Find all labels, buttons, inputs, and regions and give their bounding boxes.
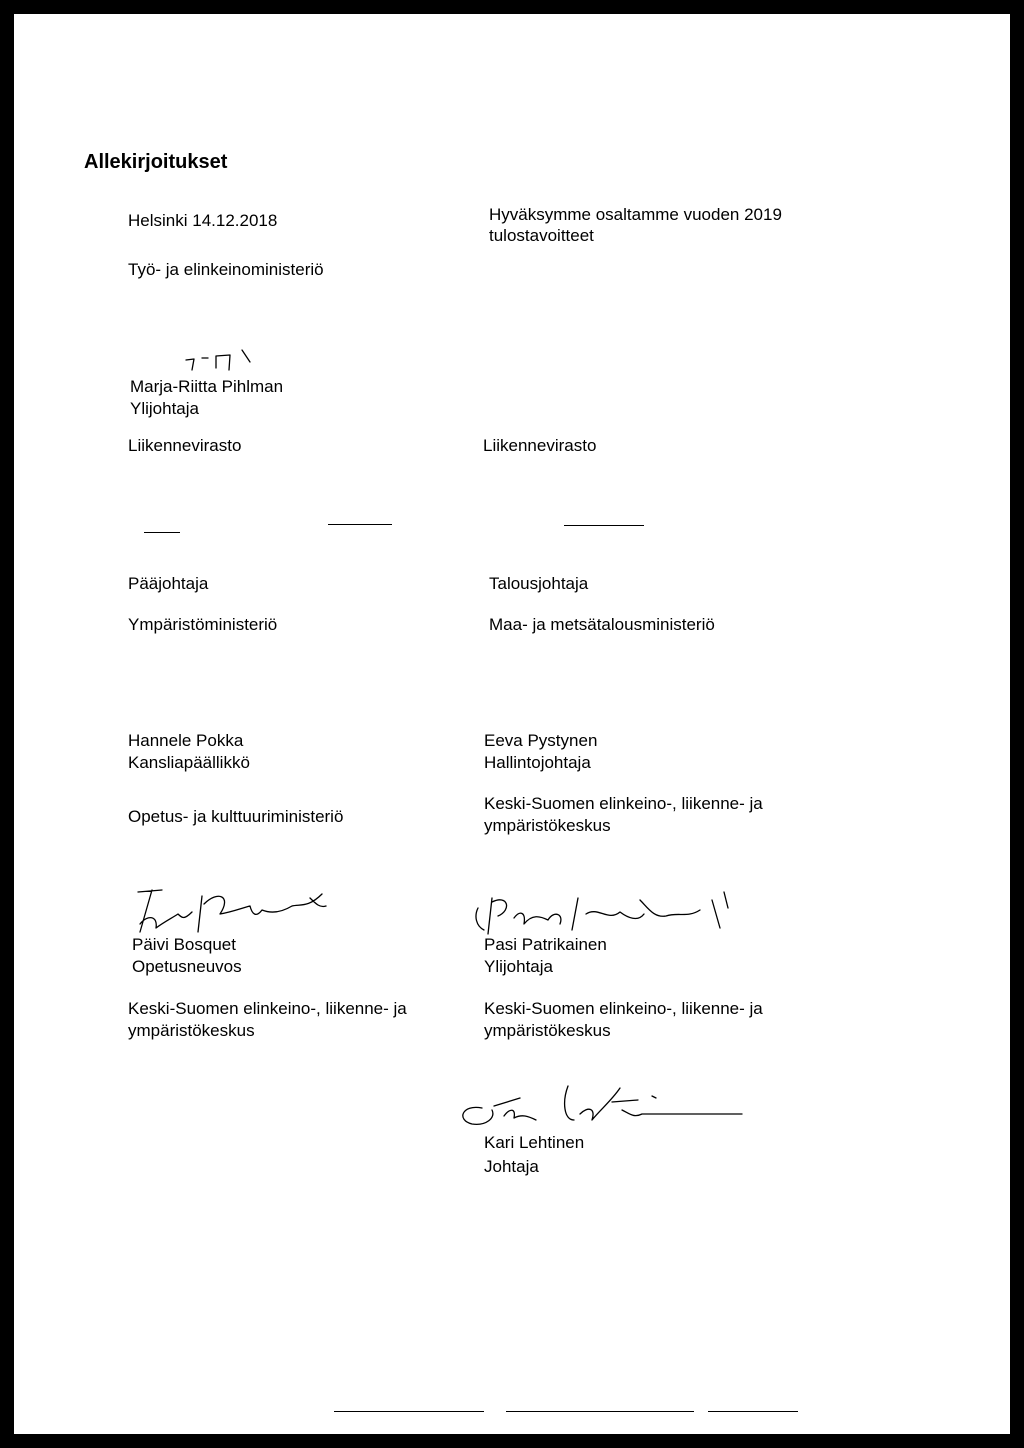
mmm-org: Maa- ja metsätalousministeriö (489, 615, 715, 634)
pihlman-org: Liikennevirasto (128, 436, 242, 455)
ym-org: Ympäristöministeriö (128, 615, 278, 634)
bosquet-name: Päivi Bosquet (132, 935, 236, 954)
pihlman-title: Ylijohtaja (130, 399, 199, 418)
pihlman-signature-icon (182, 348, 272, 378)
mmm-title: Talousjohtaja (489, 574, 589, 593)
pystynen-name: Eeva Pystynen (484, 731, 598, 750)
pihlman-name: Marja-Riitta Pihlman (130, 377, 284, 396)
document-page (14, 14, 1010, 1434)
pokka-org: Opetus- ja kulttuuriministeriö (128, 807, 344, 826)
footer-line (506, 1411, 694, 1412)
patrikainen-name: Pasi Patrikainen (484, 935, 607, 954)
approval-statement: Hyväksymme osaltamme vuoden 2019 tulostavoitteet (489, 205, 782, 245)
signature-line (144, 532, 180, 533)
pystynen-org-line2: ympäristökeskus (484, 816, 611, 835)
footer-line (334, 1411, 484, 1412)
liikennevirasto-right-org: Liikennevirasto (483, 436, 597, 455)
bosquet-org-line2: ympäristökeskus (128, 1021, 255, 1040)
lehtinen-title: Johtaja (484, 1157, 539, 1176)
ym-title: Pääjohtaja (128, 574, 209, 593)
pystynen-org-line1: Keski-Suomen elinkeino-, liikenne- ja (484, 794, 763, 813)
signature-line (564, 525, 644, 526)
left-ministry: Työ- ja elinkeinoministeriö (128, 260, 324, 279)
patrikainen-org-line2: ympäristökeskus (484, 1021, 611, 1040)
lehtinen-name: Kari Lehtinen (484, 1133, 585, 1152)
pystynen-title: Hallintojohtaja (484, 753, 591, 772)
footer-line (708, 1411, 798, 1412)
patrikainen-org-line1: Keski-Suomen elinkeino-, liikenne- ja (484, 999, 763, 1018)
patrikainen-title: Ylijohtaja (484, 957, 553, 976)
lehtinen-signature-icon (452, 1080, 752, 1136)
signature-line (328, 524, 392, 525)
bosquet-org-line1: Keski-Suomen elinkeino-, liikenne- ja (128, 999, 407, 1018)
bosquet-title: Opetusneuvos (132, 957, 242, 976)
page-heading: Allekirjoitukset (84, 151, 228, 173)
pokka-title: Kansliapäällikkö (128, 753, 250, 772)
pokka-name: Hannele Pokka (128, 731, 244, 750)
place-date: Helsinki 14.12.2018 (128, 211, 278, 230)
